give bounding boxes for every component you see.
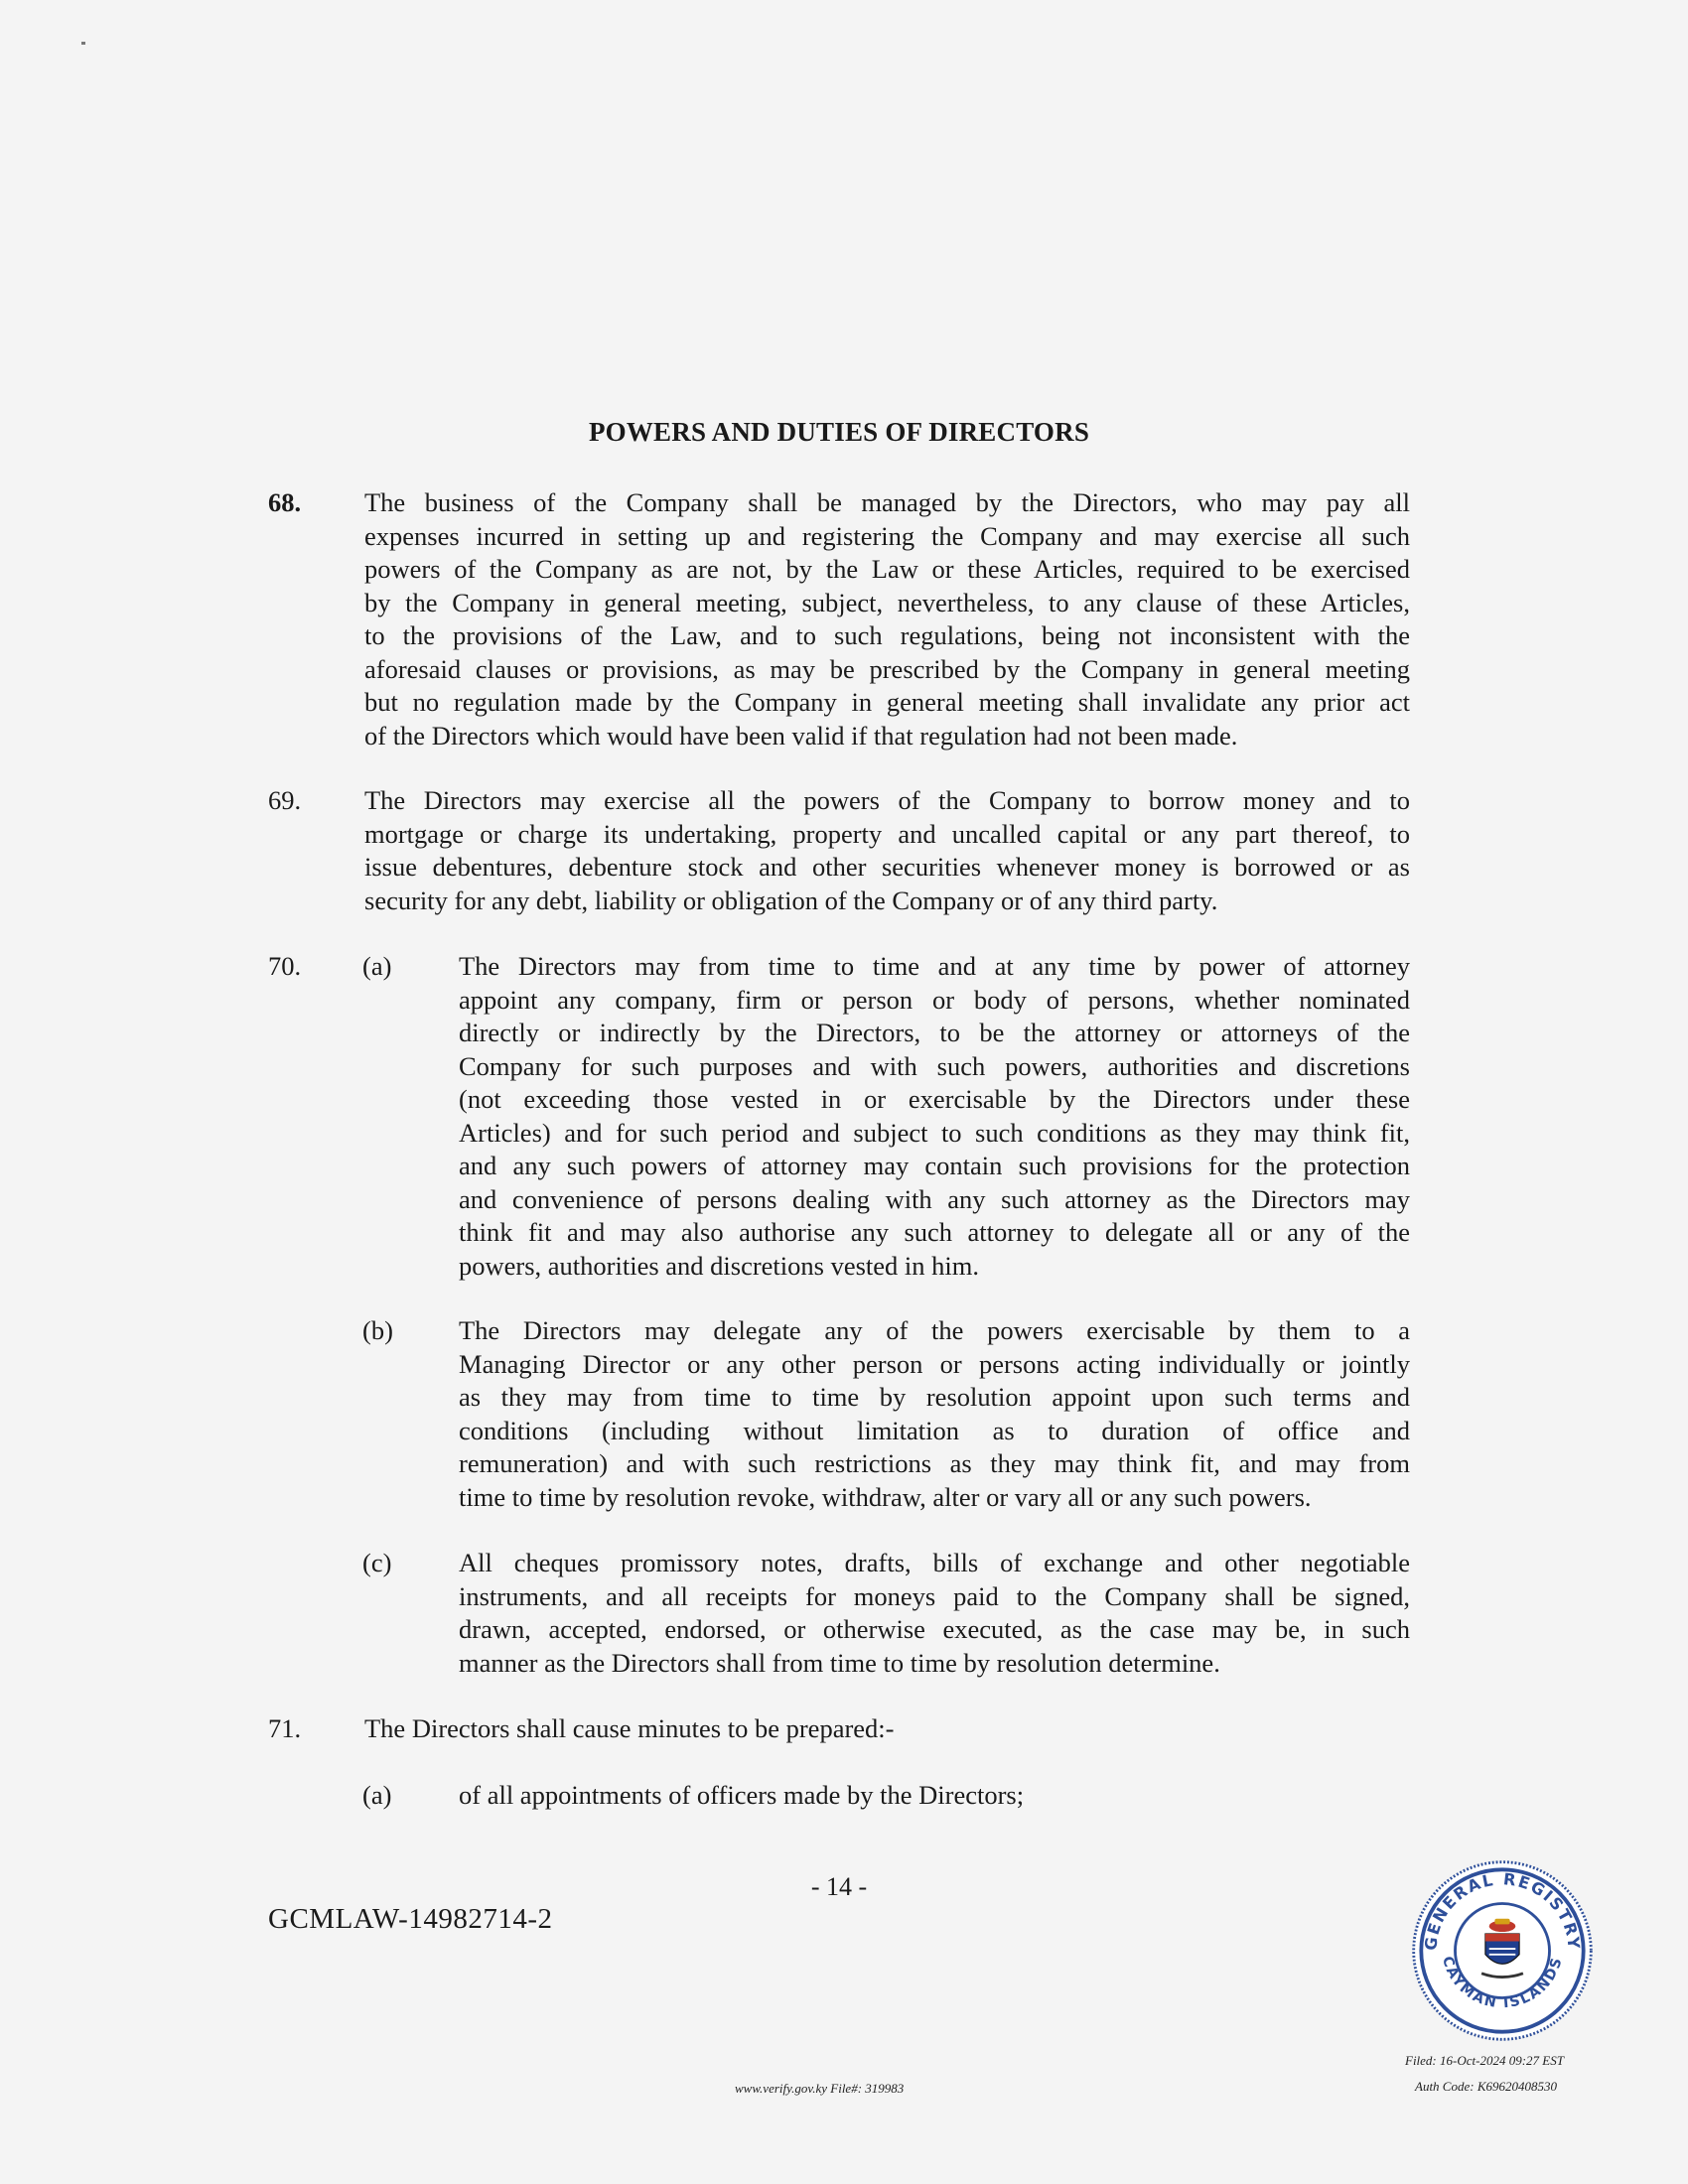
verify-url: www.verify.gov.ky File#: 319983 (735, 2081, 905, 2096)
text-line: drawn, accepted, endorsed, or otherwise executed, as the case may be, in such (459, 1614, 1410, 1644)
clause-70a-text (459, 950, 1410, 1283)
scan-speck (81, 42, 85, 45)
text-line: directly or indirectly by the Directors, to be the attorney or attorneys of the (459, 1018, 1410, 1047)
subclause-label-70a: (a) (362, 951, 392, 981)
text-line: The business of the Company shall be managed by the Directors, who may pay all (364, 487, 1410, 517)
clause-number-70: 70. (268, 951, 302, 981)
clause-70c-text (459, 1547, 1410, 1680)
clause-68-text (364, 486, 1410, 752)
text-line: instruments, and all receipts for moneys paid to the Company shall be signed, (459, 1580, 1410, 1611)
text-line: (not exceeding those vested in or exercisable by the Directors under these (459, 1084, 1410, 1114)
clause-71-intro: The Directors shall cause minutes to be prepared:- (364, 1713, 895, 1743)
page-number: - 14 - (810, 1872, 868, 1901)
text-line: Company for such purposes and with such powers, authorities and discretions (459, 1050, 1410, 1081)
text-line: powers of the Company as are not, by the Law or these Articles, required to be exercised (364, 554, 1410, 584)
text-line: and convenience of persons dealing with any such attorney as the Directors may (459, 1183, 1410, 1214)
text-line: aforesaid clauses or provisions, as may be prescribed by the Company in general meeting (364, 653, 1410, 684)
text-line: The Directors may from time to time and at any time by power of attorney (459, 951, 1410, 981)
text-line: All cheques promissory notes, drafts, bills of exchange and other negotiable (459, 1548, 1410, 1577)
text-line: issue debentures, debenture stock and other securities whenever money is borrowed or as (364, 852, 1410, 882)
text-line: as they may from time to time by resolution appoint upon such terms and (459, 1382, 1410, 1412)
filed-timestamp: Filed: 16-Oct-2024 09:27 EST (1405, 2053, 1564, 2068)
text-line: appoint any company, firm or person or body of persons, whether nominated (459, 984, 1410, 1015)
text-line: time to time by resolution revoke, withdraw, alter or vary all or any such powers. (459, 1481, 1312, 1512)
text-line: to the provisions of the Law, and to such regulations, being not inconsistent with the (364, 620, 1410, 650)
clause-number-69: 69. (268, 785, 302, 815)
text-line: The Directors may exercise all the powers of the Company to borrow money and to (364, 785, 1410, 815)
text-line: manner as the Directors shall from time to time by resolution determine. (459, 1647, 1220, 1678)
clause-71a-text: of all appointments of officers made by the Directors; (459, 1780, 1025, 1810)
document-reference: GCMLAW-14982714-2 (268, 1903, 553, 1935)
subclause-label-70c: (c) (362, 1548, 392, 1577)
clause-70b-text (459, 1314, 1410, 1514)
general-registry-seal-icon (1408, 1856, 1597, 2045)
text-line: expenses incurred in setting up and registering the Company and may exercise all such (364, 520, 1410, 551)
section-heading: POWERS AND DUTIES OF DIRECTORS (588, 417, 1090, 447)
text-line: think fit and may also authorise any such attorney to delegate all or any of the (459, 1217, 1410, 1247)
clause-number-68: 68. (268, 487, 302, 517)
clause-number-71: 71. (268, 1713, 302, 1743)
text-line: Articles) and for such period and subject to such conditions as they may think fit, (459, 1117, 1410, 1148)
text-line: remuneration) and with such restrictions as they may think fit, and may from (459, 1448, 1410, 1478)
text-line: mortgage or charge its undertaking, property and uncalled capital or any part thereof, to (364, 818, 1410, 849)
text-line: by the Company in general meeting, subject, nevertheless, to any clause of these Articles, (364, 587, 1410, 617)
text-line: Managing Director or any other person or persons acting individually or jointly (459, 1348, 1410, 1379)
seal-text-bottom: CAYMAN ISLANDS (1439, 1954, 1566, 2012)
clause-69-text (364, 784, 1410, 917)
subclause-label-71a: (a) (362, 1780, 392, 1810)
subclause-label-70b: (b) (362, 1315, 393, 1345)
auth-code: Auth Code: K69620408530 (1415, 2079, 1557, 2094)
text-line: but no regulation made by the Company in general meeting shall invalidate any prior act (364, 687, 1410, 717)
text-line: of the Directors which would have been valid if that regulation had not been made. (364, 720, 1238, 751)
text-line: powers, authorities and discretions vested in him. (459, 1250, 980, 1281)
seal-text-top: GENERAL REGISTRY (1421, 1869, 1584, 1952)
text-line: The Directors may delegate any of the powers exercisable by them to a (459, 1315, 1410, 1345)
text-line: and any such powers of attorney may contain such provisions for the protection (459, 1151, 1410, 1180)
text-line: security for any debt, liability or obligation of the Company or of any third party. (364, 885, 1218, 915)
text-line: conditions (including without limitation as to duration of office and (459, 1415, 1410, 1445)
